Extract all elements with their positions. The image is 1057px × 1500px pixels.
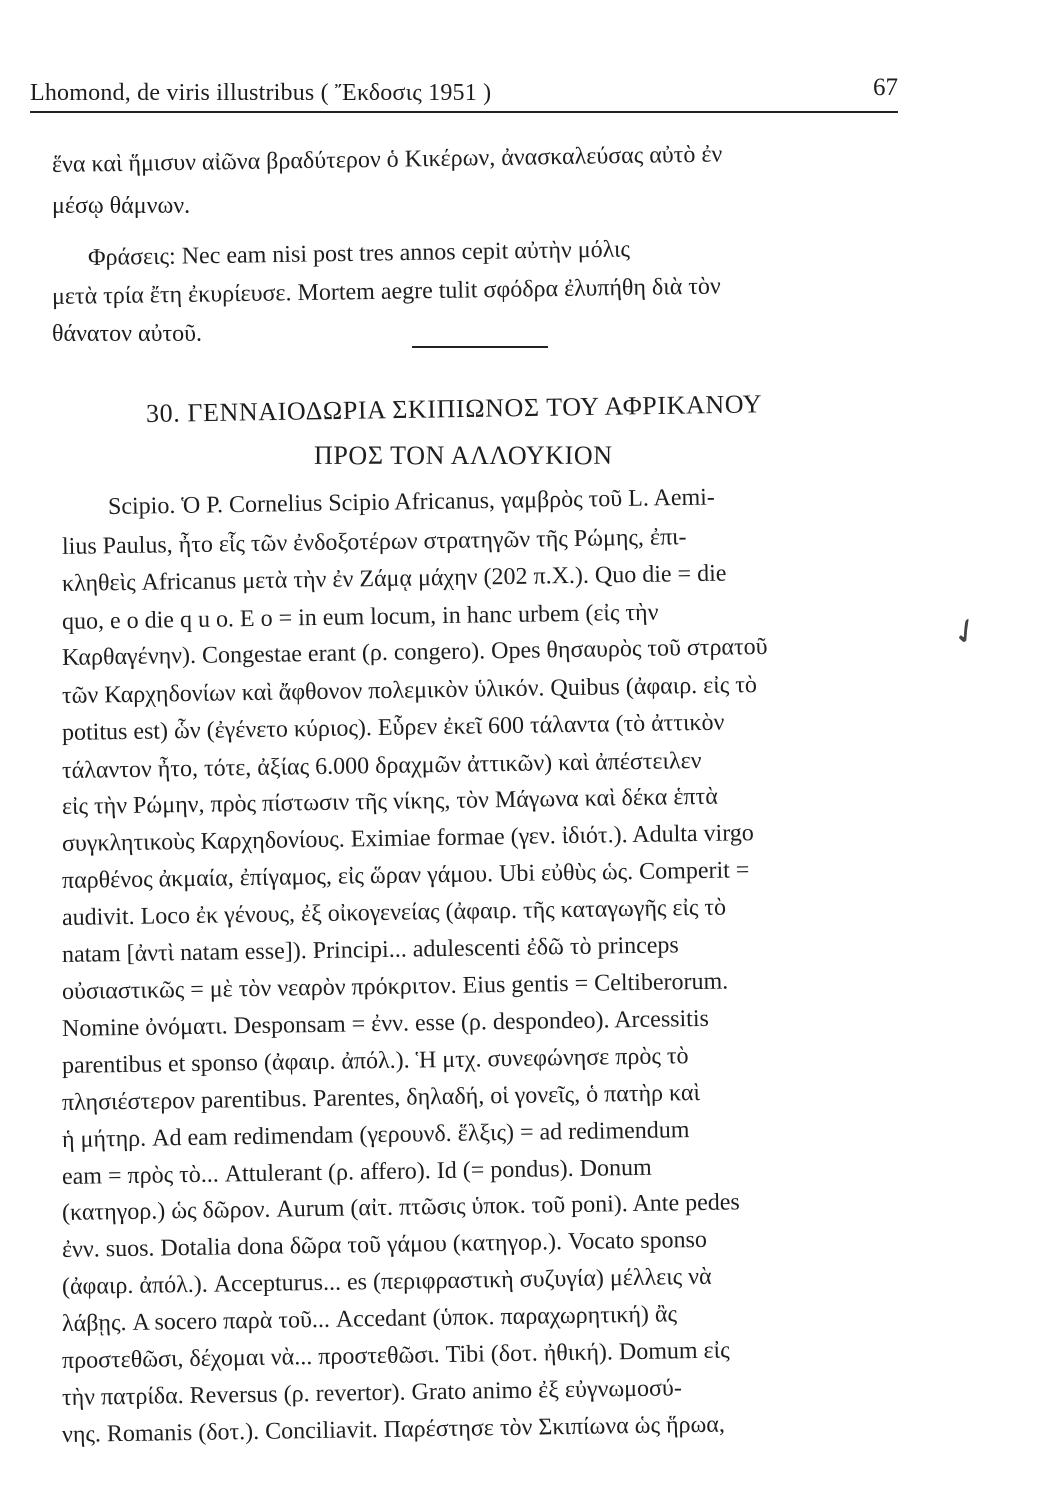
section-heading-line2: ΠΡΟΣ ΤΟΝ ΑΛΛΟΥΚΙΟΝ [314,441,613,470]
body-line: τὴν πατρίδα. Reversus (ρ. revertor). Grato animo ἐξ εὐγνωμοσύ- [61,1375,683,1411]
intro-line: μέσῳ θάμνων. [52,193,191,219]
body-line: Scipio. Ὁ P. Cornelius Scipio Africanus, γαμβρὸς τοῦ L. Aemi- [107,484,716,520]
body-line: Nomine ὀνόματι. Desponsam = ἐνν. esse (ρ. despondeo). Arcessitis [61,1005,710,1042]
body-line: audivit. Loco ἐκ γένους, ἐξ οἰκογενείας (ἀφαιρ. τῆς καταγωγῆς εἰς τὸ [61,894,727,931]
body-line: parentibus et sponso (ἀφαιρ. ἀπόλ.). Ἡ μτχ. συνεφώνησε πρὸς τὸ [61,1043,689,1079]
body-line: ἐνν. suos. Dotalia dona δῶρα τοῦ γάμου (κατηγορ.). Vocato sponso [61,1226,708,1263]
body-line: (κατηγορ.) ὡς δῶρον. Aurum (αἰτ. πτῶσις ὑποκ. τοῦ poni). Ante pedes [61,1189,740,1226]
section-divider [412,346,548,348]
body-line: Καρθαγένην). Congestae erant (ρ. congero). Opes θησαυρὸς τοῦ στρατοῦ [61,633,768,671]
body-line: πλησιέστερον parentibus. Parentes, δηλαδή, οἱ γονεῖς, ὁ πατὴρ καὶ [61,1079,701,1116]
body-line: νης. Romanis (δοτ.). Conciliavit. Παρέστησε τὸν Σκιπίωνα ὡς ἥρωα, [61,1411,726,1448]
body-line: (ἀφαιρ. ἀπόλ.). Accepturus... es (περιφραστικὴ συζυγία) μέλλεις νὰ [61,1263,712,1300]
body-line: λάβῃς. A socero παρὰ τοῦ... Accedant (ὑποκ. παραχωρητική) ἂς [61,1301,678,1337]
body-line: οὐσιαστικῶς = μὲ τὸν νεαρὸν πρόκριτον. Eius gentis = Celtiberorum. [61,968,729,1005]
running-header [30,70,898,110]
header-title: Lhomond, de viris illustribus ( Ἔκδοσις 1951 ) [30,80,492,106]
body-line: προστεθῶσι, δέχομαι νὰ... προστεθῶσι. Tibi (δοτ. ἠθική). Domum εἰς [61,1337,730,1374]
body-line: potitus est) ὧν (ἐγένετο κύριος). Εὗρεν ἐκεῖ 600 τάλαντα (τὸ ἀττικὸν [61,709,725,746]
body-line: εἰς τὴν Ρώμην, πρὸς πίστωσιν τῆς νίκης, τὸν Μάγωνα καὶ δέκα ἑπτὰ [61,783,718,820]
margin-pencil-mark-icon: ✓ [944,609,989,656]
body-line: eam = πρὸς τὸ... Attulerant (ρ. affero). Id (= pondus). Donum [61,1154,652,1190]
body-line: συγκλητικοὺς Καρχηδονίους. Eximiae formae (γεν. ἰδιότ.). Adulta virgo [61,820,754,857]
phrases-line: μετὰ τρία ἔτη ἐκυρίευσε. Mortem aegre tulit σφόδρα ἐλυπήθη διὰ τὸν [51,273,721,310]
header-rule [30,111,898,113]
body-line: lius Paulus, ἦτο εἷς τῶν ἐνδοξοτέρων στρατηγῶν τῆς Ρώμης, ἐπι- [61,524,687,560]
body-line: ἡ μήτηρ. Ad eam redimendam (γερουνδ. ἕλξις) = ad redimendum [61,1117,690,1153]
phrases-line: θάνατον αὐτοῦ. [52,321,202,347]
body-line: quo, e o die q u o. E o = in eum locum, in hanc urbem (εἰς τὴν [61,599,659,635]
intro-line: ἕνα καὶ ἥμισυν αἰῶνα βραδύτερον ὁ Κικέρων, ἀνασκαλεύσας αὐτὸ ἐν [51,141,723,178]
phrases-line: Φράσεις: Nec eam nisi post tres annos cepit αὐτὴν μόλις [87,236,631,271]
body-line: natam [ἀντὶ natam esse]). Principi... adulescenti ἐδῶ τὸ princeps [61,932,679,968]
body-line: παρθένος ἀκμαία, ἐπίγαμος, εἰς ὥραν γάμου. Ubi εὐθὺς ὡς. Comperit = [61,857,750,894]
body-line: τάλαντον ἦτο, τότε, ἀξίας 6.000 δραχμῶν ἀττικῶν) καὶ ἀπέστειλεν [61,747,702,784]
page-number: 67 [873,74,898,101]
body-line: κληθεὶς Africanus μετὰ τὴν ἐν Ζάμᾳ μάχην (202 π.Χ.). Quo die = die [61,560,727,597]
section-heading-line1: 30. ΓΕΝΝΑΙΟΔΩΡΙΑ ΣΚΙΠΙΩΝΟΣ ΤΟΥ ΑΦΡΙΚΑΝΟΥ [145,389,763,428]
body-line: τῶν Καρχηδονίων καὶ ἄφθονον πολεμικὸν ὑλικόν. Quibus (ἀφαιρ. εἰς τὸ [61,672,758,709]
